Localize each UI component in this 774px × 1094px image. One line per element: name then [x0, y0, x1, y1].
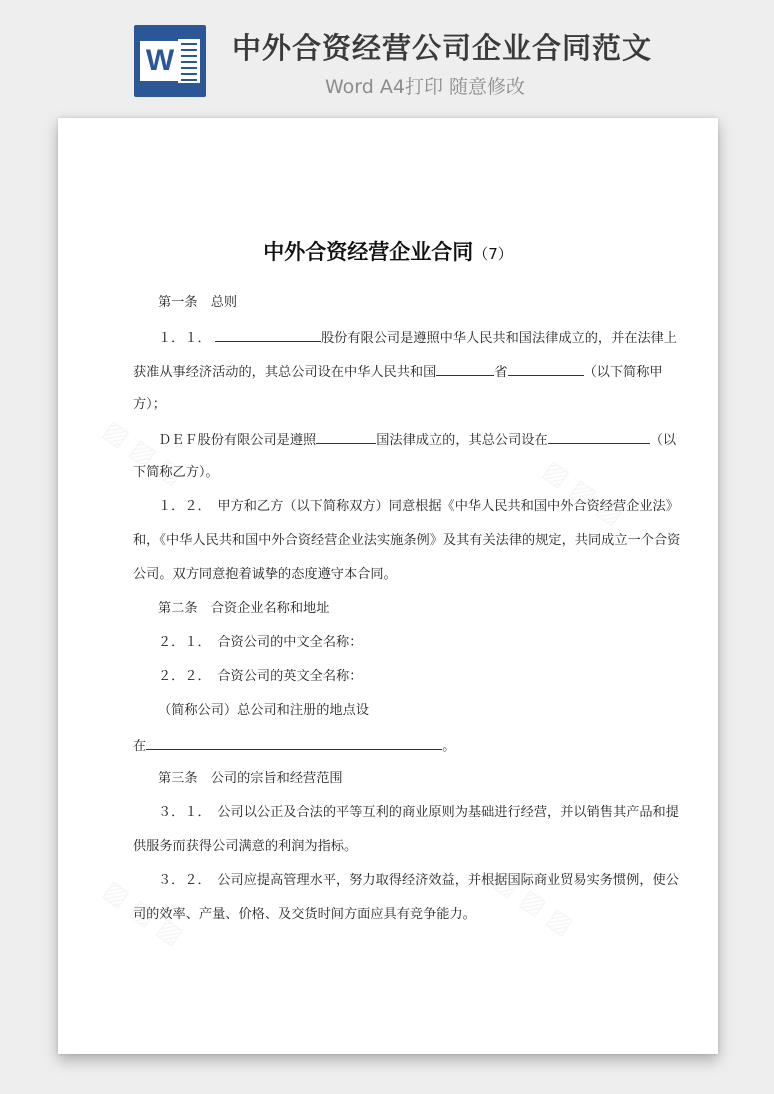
paragraph-1-1-line3: 方）；: [133, 397, 166, 412]
paragraph-3-2-line1: ３．２． 公司应提高管理水平，努力取得经济效益，并根据国际商业贸易实务惯例，使公: [158, 873, 679, 888]
paragraph-text: 获准从事经济活动的，其总公司设在中华人民共和国: [133, 365, 437, 380]
paragraph-1-2-line3: 公司。双方同意抱着诚挚的态度遵守本合同。: [133, 567, 397, 582]
article1-heading: 第一条 总则: [158, 295, 238, 310]
paragraph-def-line1: [158, 429, 676, 451]
paragraph-3-1-line2: 供服务而获得公司满意的利润为指标。: [133, 839, 358, 854]
paragraph-def-line2: 下简称乙方）。: [133, 465, 219, 480]
paragraph-text: 国法律成立的，其总公司设在: [376, 433, 548, 448]
word-letter: W: [140, 41, 180, 81]
document-title: [58, 236, 718, 266]
fill-blank: [146, 735, 442, 750]
paragraph-3-1-line1: ３．１． 公司以公正及合法的平等互利的商业原则为基础进行经营，并以销售其产品和提: [158, 805, 679, 820]
paragraph-text: 在: [133, 739, 147, 754]
fill-blank: [215, 327, 321, 342]
paragraph-text: （以下简称甲: [583, 365, 663, 380]
paragraph-2-3: （简称公司）总公司和注册的地点设: [158, 703, 369, 718]
document-title-number: （7）: [473, 245, 513, 263]
doc-lines-graphic: [178, 39, 200, 83]
watermark: [538, 455, 629, 531]
paragraph-text: 股份有限公司是遵照中华人民共和国法律成立的，并在法律上: [320, 331, 678, 346]
article2-heading: 第二条 合资企业名称和地址: [158, 601, 330, 616]
clause-number: １．１．: [158, 331, 211, 346]
paragraph-3-2-line2: 司的效率、产量、价格、及交货时间方面应具有竞争能力。: [133, 907, 476, 922]
word-doc-icon: [134, 25, 206, 97]
banner-subtitle: Word A4打印 随意修改: [325, 76, 526, 98]
paragraph-2-1: ２．１． 合资公司的中文全名称：: [158, 635, 363, 650]
paragraph-text: ＤＥＦ股份有限公司是遵照: [158, 433, 317, 448]
banner-title: 中外合资经营公司企业合同范文: [232, 31, 653, 65]
paragraph-1-2-line1: １．２． 甲方和乙方（以下简称双方）同意根据《中华人民共和国中外合资经营企业法》: [158, 499, 679, 514]
paragraph-text: 省: [494, 365, 508, 380]
article3-heading: 第三条 公司的宗旨和经营范围: [158, 771, 343, 786]
paragraph-2-4: [133, 735, 455, 757]
fill-blank: [508, 361, 584, 376]
document-page: [58, 118, 718, 1054]
paragraph-1-1-line1: [158, 327, 677, 349]
paragraph-2-2: ２．２． 合资公司的英文全名称：: [158, 669, 363, 684]
document-title-text: 中外合资经营企业合同: [263, 240, 474, 264]
fill-blank: [436, 361, 494, 376]
paragraph-text: （以: [649, 433, 677, 448]
header-banner: [0, 0, 774, 118]
fill-blank: [316, 429, 376, 444]
paragraph-1-2-line2: 和，《中华人民共和国中外合资经营企业法实施条例》及其有关法律的规定，共同成立一个合资: [133, 533, 681, 548]
fill-blank: [548, 429, 650, 444]
paragraph-text: 。: [442, 739, 456, 754]
paragraph-1-1-line2: [133, 361, 663, 383]
